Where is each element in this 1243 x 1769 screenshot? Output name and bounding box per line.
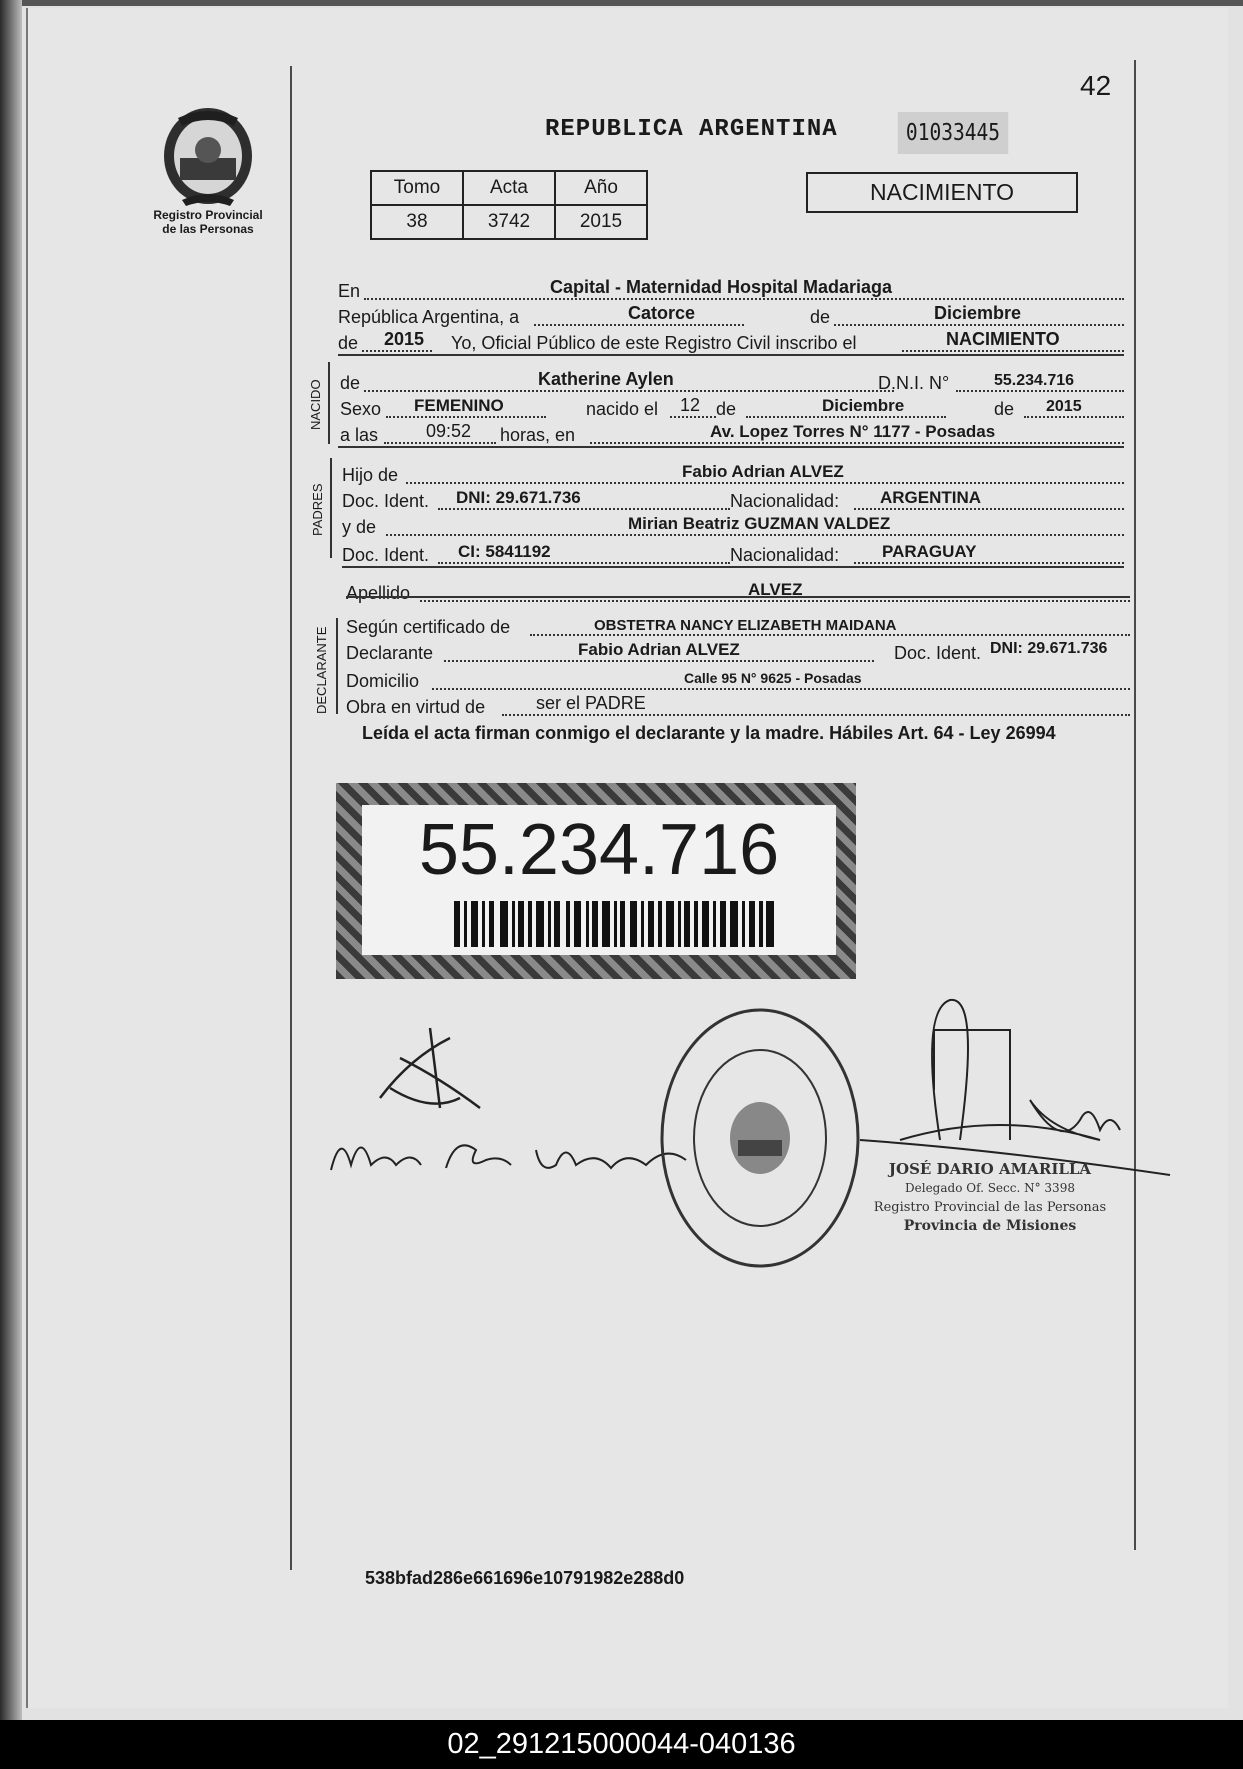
dni-label: D.N.I. N° xyxy=(878,373,950,393)
sticker-number: 55.234.716 xyxy=(418,810,780,890)
dotted-rule xyxy=(386,534,1124,536)
declarante-bracket xyxy=(336,618,338,714)
dotted-rule xyxy=(406,482,1124,484)
dotted-rule xyxy=(534,324,744,326)
acta-header: Acta xyxy=(463,171,555,205)
dotted-rule xyxy=(1024,416,1124,418)
declarante-name-value: Fabio Adrian ALVEZ xyxy=(578,640,740,659)
page-number: 42 xyxy=(1080,70,1112,101)
tomo-value: 38 xyxy=(371,205,463,239)
anio-value: 2015 xyxy=(555,205,647,239)
sexo-label: Sexo xyxy=(340,399,382,419)
doc-ident-label: Doc. Ident. xyxy=(894,643,982,663)
province-logo xyxy=(138,104,278,236)
birth-month-value: Diciembre xyxy=(822,396,905,415)
official-title: Delegado Of. Secc. N° 3398 xyxy=(905,1181,1075,1195)
nacido-line-2 xyxy=(340,394,1124,420)
intro-line-2 xyxy=(338,302,1124,328)
scan-top-edge xyxy=(0,0,1243,6)
yo-text: Yo, Oficial Público de este Registro Civil inscribo el xyxy=(451,333,857,353)
de-label: de xyxy=(810,307,831,327)
birth-year-value: 2015 xyxy=(1046,398,1082,415)
logo-caption-line2: de las Personas xyxy=(162,222,254,236)
closing-statement: Leída el acta firman conmigo el declarante y la madre. Hábiles Art. 64 - Ley 26994 xyxy=(362,723,1056,743)
dotted-rule xyxy=(420,600,1130,602)
dotted-rule xyxy=(956,390,1124,392)
dotted-rule xyxy=(670,416,716,418)
act-type-value: NACIMIENTO xyxy=(946,329,1060,349)
apellido-value: ALVEZ xyxy=(748,580,803,599)
hijo-de-label: Hijo de xyxy=(342,465,399,485)
right-margin-line xyxy=(1134,60,1136,1550)
doc-ident-label: Doc. Ident. xyxy=(342,545,430,565)
nacionalidad-label: Nacionalidad: xyxy=(730,545,840,565)
registry-table xyxy=(370,170,648,240)
province-coat-of-arms-icon xyxy=(160,104,256,208)
section-divider xyxy=(342,566,1124,568)
birth-address-value: Av. Lopez Torres N° 1177 - Posadas xyxy=(710,422,996,441)
record-type-box: NACIMIENTO xyxy=(806,172,1078,213)
certificate-value: OBSTETRA NANCY ELIZABETH MAIDANA xyxy=(594,617,897,634)
apellido-line xyxy=(346,578,1130,604)
birth-day-value: 12 xyxy=(680,395,701,415)
declarante-line-2 xyxy=(346,638,1130,664)
obra-value: ser el PADRE xyxy=(536,693,646,713)
obra-label: Obra en virtud de xyxy=(346,697,486,717)
birth-time-value: 09:52 xyxy=(426,421,472,441)
father-doc-value: DNI: 29.671.736 xyxy=(456,488,581,507)
mother-name-value: Mirian Beatriz GUZMAN VALDEZ xyxy=(628,514,891,533)
de-label: de xyxy=(340,373,361,393)
declarante-signature-icon xyxy=(370,1018,500,1118)
sticker-label xyxy=(362,805,836,955)
nacido-line-3 xyxy=(340,420,1124,446)
republica-label: República Argentina, a xyxy=(338,307,520,327)
dotted-rule xyxy=(902,350,1124,352)
padres-line-1 xyxy=(342,460,1124,486)
dni-sticker xyxy=(336,783,856,979)
day-words-value: Catorce xyxy=(628,303,696,323)
dotted-rule xyxy=(854,562,1124,564)
dotted-rule xyxy=(834,324,1124,326)
declarante-line-1 xyxy=(346,612,1130,638)
declarante-line-4 xyxy=(346,692,1130,718)
apellido-label: Apellido xyxy=(346,583,411,603)
serial-stamp: 01033445 xyxy=(898,112,1009,154)
dotted-rule xyxy=(438,508,730,510)
intro-line-3 xyxy=(338,328,1124,354)
declarante-line-3 xyxy=(346,666,1130,692)
acta-value: 3742 xyxy=(463,205,555,239)
de-label: de xyxy=(994,399,1015,419)
dotted-rule xyxy=(432,688,1130,690)
mother-nationality-value: PARAGUAY xyxy=(882,542,977,561)
father-nationality-value: ARGENTINA xyxy=(880,488,982,507)
nacido-line-1 xyxy=(340,368,1124,394)
official-province: Provincia de Misiones xyxy=(903,1218,1077,1234)
section-divider xyxy=(346,596,1130,598)
section-divider xyxy=(338,446,1124,448)
dotted-rule xyxy=(384,442,496,444)
dotted-rule xyxy=(502,714,1130,716)
declarante-doc-value: DNI: 29.671.736 xyxy=(990,640,1108,657)
segun-label: Según certificado de xyxy=(346,617,511,637)
intro-line-1 xyxy=(338,276,1124,302)
dotted-rule xyxy=(444,660,874,662)
horas-label: horas, en xyxy=(500,425,576,445)
padres-bracket xyxy=(330,458,332,558)
child-dni-value: 55.234.716 xyxy=(994,372,1075,389)
padres-line-3 xyxy=(342,512,1124,538)
padres-line-2 xyxy=(342,486,1124,512)
child-name-value: Katherine Aylen xyxy=(538,369,674,389)
tomo-header: Tomo xyxy=(371,171,463,205)
scan-footer-id: 02_291215000044-040136 xyxy=(0,1720,1243,1769)
dotted-rule xyxy=(386,416,546,418)
country-title: REPUBLICA ARGENTINA xyxy=(545,116,838,143)
nacionalidad-label: Nacionalidad: xyxy=(730,491,840,511)
nacido-bracket xyxy=(328,362,330,444)
nacido-el-label: nacido el xyxy=(586,399,659,419)
dotted-rule xyxy=(364,298,1124,300)
padres-line-4 xyxy=(342,540,1124,566)
logo-caption-line1: Registro Provincial xyxy=(153,208,263,222)
dotted-rule xyxy=(364,390,894,392)
padres-section-label: PADRES xyxy=(310,483,325,536)
scan-left-edge xyxy=(0,0,22,1720)
declarante-section-label: DECLARANTE xyxy=(314,626,329,714)
dotted-rule xyxy=(746,416,946,418)
domicilio-label: Domicilio xyxy=(346,671,420,691)
alas-label: a las xyxy=(340,425,379,445)
year-value: 2015 xyxy=(384,329,425,349)
sexo-value: FEMENINO xyxy=(414,396,504,415)
doc-ident-label: Doc. Ident. xyxy=(342,491,430,511)
section-divider xyxy=(338,354,1124,356)
father-name-value: Fabio Adrian ALVEZ xyxy=(682,462,844,481)
declarante-label: Declarante xyxy=(346,643,434,663)
dotted-rule xyxy=(590,442,1124,444)
y-de-label: y de xyxy=(342,517,377,537)
en-label: En xyxy=(338,281,361,301)
domicilio-value: Calle 95 N° 9625 - Posadas xyxy=(684,670,862,686)
dotted-rule xyxy=(854,508,1124,510)
year-prefix-label: de xyxy=(338,333,359,353)
left-margin-line xyxy=(290,66,292,1570)
official-name: JOSÉ DARIO AMARILLA xyxy=(888,1160,1092,1178)
dotted-rule xyxy=(438,562,730,564)
month-value: Diciembre xyxy=(934,303,1022,323)
official-registry: Registro Provincial de las Personas xyxy=(873,1200,1107,1215)
de-label: de xyxy=(716,399,737,419)
nacido-section-label: NACIDO xyxy=(308,379,323,430)
dotted-rule xyxy=(362,350,432,352)
barcode-icon xyxy=(454,901,774,947)
document-hash: 538bfad286e661696e10791982e288d0 xyxy=(365,1568,685,1588)
anio-header: Año xyxy=(555,171,647,205)
mother-doc-value: CI: 5841192 xyxy=(458,542,551,561)
dotted-rule xyxy=(530,634,1130,636)
official-stamp-text xyxy=(870,1160,1110,1236)
place-value: Capital - Maternidad Hospital Madariaga xyxy=(550,277,893,297)
